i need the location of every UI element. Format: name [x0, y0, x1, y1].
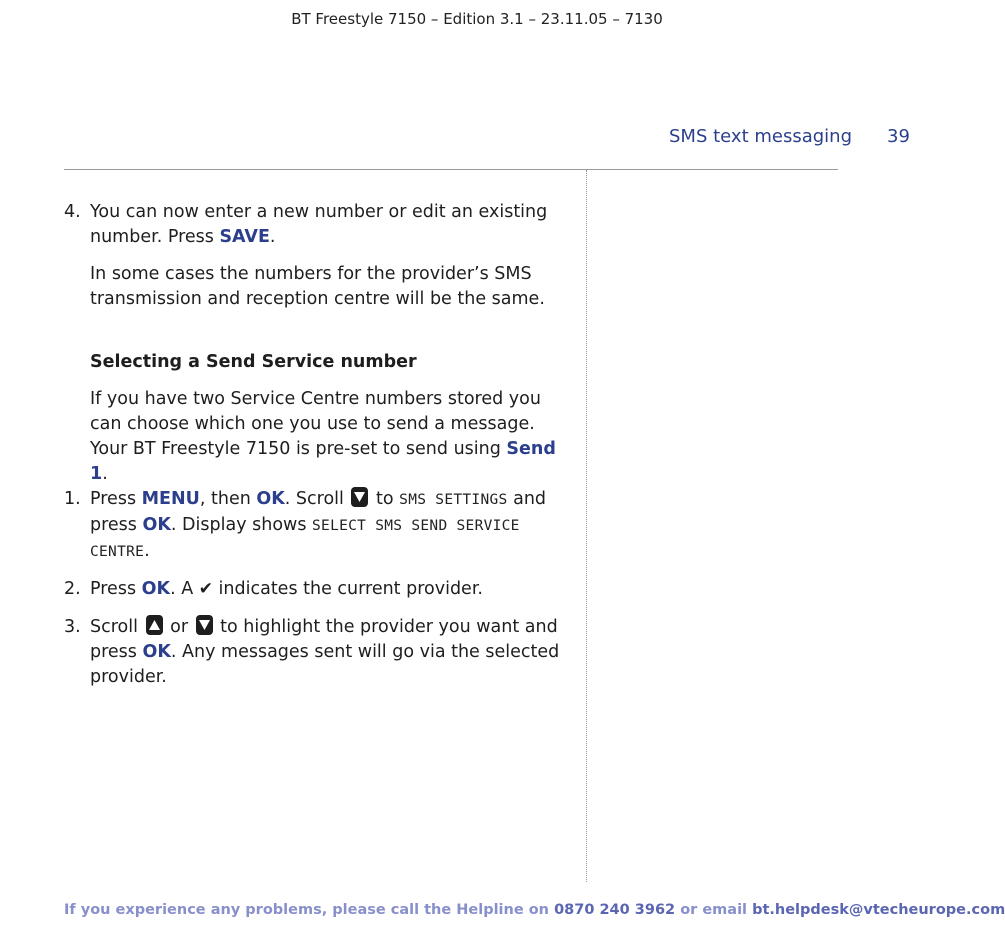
step-number: 3.	[64, 617, 81, 637]
step-number: 4.	[64, 202, 81, 222]
step-text: . Scroll	[284, 489, 350, 509]
step-3	[64, 615, 574, 690]
key-send-1: Send 1	[90, 439, 556, 484]
intro-text: Your BT Freestyle 7150 is pre-set to send using	[90, 439, 507, 459]
section-title: SMS text messaging	[669, 126, 853, 147]
column-divider	[586, 170, 587, 882]
edition-header: BT Freestyle 7150 – Edition 3.1 – 23.11.05 – 7130	[291, 10, 663, 28]
step-text: to highlight the provider you want and press	[90, 617, 558, 662]
step-text: or	[164, 617, 194, 637]
step-text: to	[370, 489, 400, 509]
step-text: . Display shows	[170, 515, 313, 535]
footer-text: or email	[675, 902, 753, 918]
key-ok: OK	[256, 489, 285, 509]
page-number: 39	[887, 126, 910, 147]
step-text: indicates the current provider.	[212, 579, 483, 599]
step-text: Press	[90, 579, 142, 599]
up-arrow-button-icon	[146, 615, 163, 635]
footer-text: If you experience any problems, please call the Helpline on	[64, 902, 555, 918]
step-text: You can now enter a new number or edit an existing number. Press	[90, 202, 548, 247]
section-heading: Selecting a Send Service number	[90, 352, 417, 372]
key-save: SAVE	[219, 227, 270, 247]
header-rule	[64, 169, 838, 170]
checkmark-icon: ✔	[198, 579, 213, 599]
key-ok: OK	[142, 642, 171, 662]
note-paragraph: In some cases the numbers for the provider’s SMS transmission and reception centre will be the same.	[90, 264, 545, 309]
display-text-sms-settings: SMS SETTINGS	[399, 492, 508, 508]
down-arrow-button-icon	[351, 487, 368, 507]
helpdesk-email: bt.helpdesk@vtecheurope.com	[752, 902, 1005, 918]
key-ok: OK	[141, 579, 171, 599]
step-number: 1.	[64, 489, 81, 509]
step-text: . A	[170, 579, 199, 599]
step-text: .	[269, 227, 276, 247]
intro-paragraph	[64, 387, 574, 487]
helpline-footer	[64, 902, 1005, 918]
step-text: , then	[199, 489, 257, 509]
key-menu: MENU	[141, 489, 200, 509]
main-content	[64, 200, 574, 690]
step-text: Scroll	[90, 617, 144, 637]
intro-text: .	[102, 464, 108, 484]
display-text-select-centre: SELECT SMS SEND SERVICE CENTRE	[90, 518, 520, 560]
down-arrow-button-icon	[196, 615, 213, 635]
step-text: .	[144, 541, 150, 561]
step-4	[64, 200, 574, 250]
step-number: 2.	[64, 579, 81, 599]
intro-text: If you have two Service Centre numbers stored you can choose which one you use to send a message.	[90, 389, 541, 434]
key-ok: OK	[142, 515, 171, 535]
helpline-phone: 0870 240 3962	[554, 902, 676, 918]
step-text: and press	[90, 489, 547, 535]
step-2	[64, 577, 574, 602]
step-1	[64, 487, 574, 565]
step-text: . Any messages sent will go via the selected provider.	[90, 642, 560, 687]
step-text: Press	[90, 489, 142, 509]
